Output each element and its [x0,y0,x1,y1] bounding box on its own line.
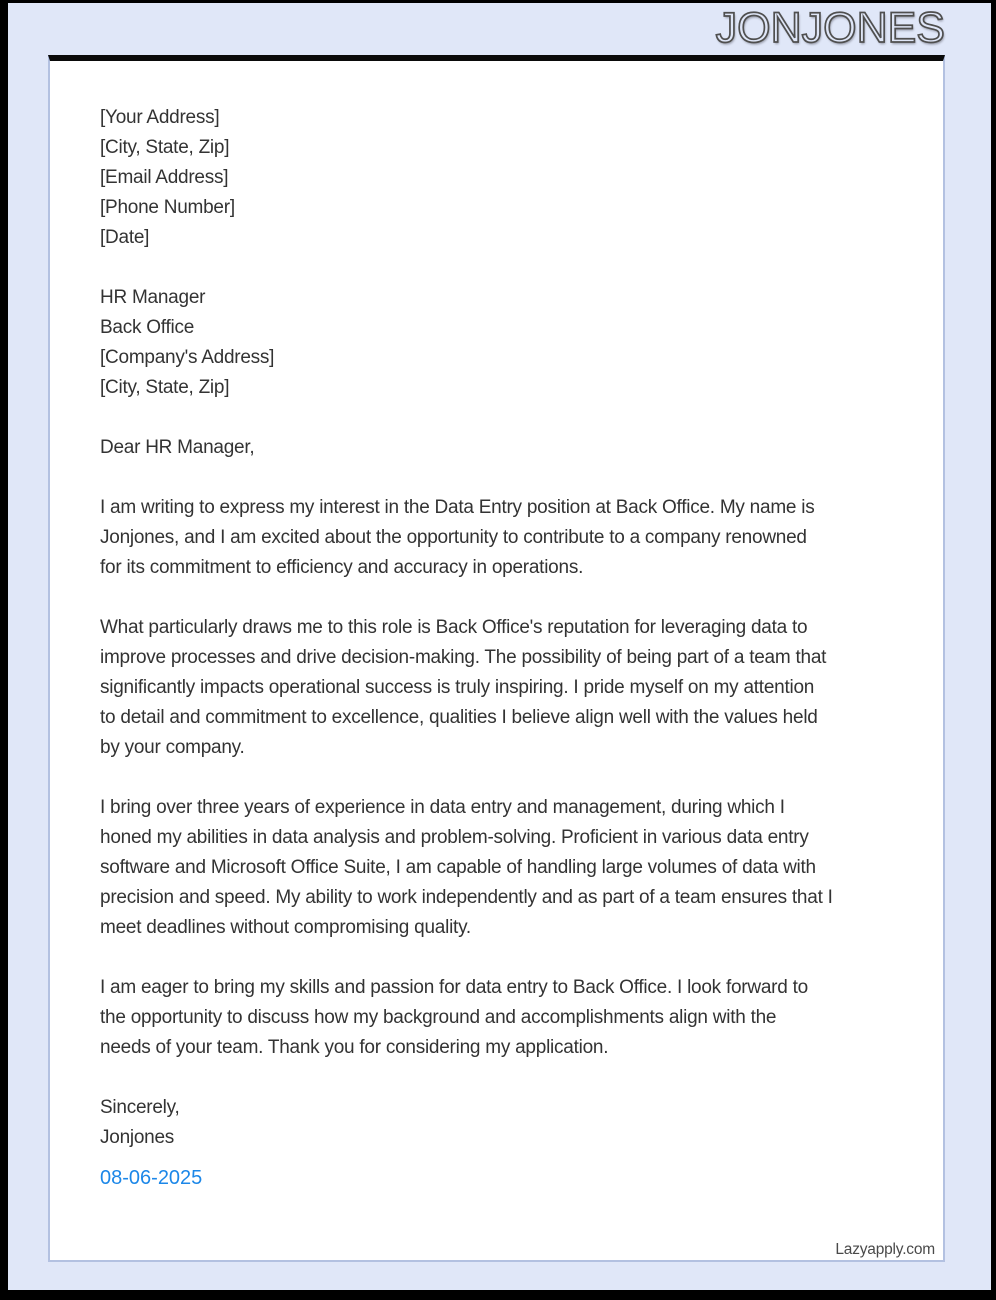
paragraph-line: Jonjones, and I am excited about the opportunity to contribute to a company renowned [100,527,807,548]
salutation-line: Dear HR Manager, [100,437,255,458]
sender-email-line: [Email Address] [100,167,229,188]
paragraph-line: software and Microsoft Office Suite, I am capable of handling large volumes of data with [100,857,816,878]
paragraph-line: for its commitment to efficiency and accuracy in operations. [100,557,584,578]
paragraph-line: significantly impacts operational success is truly inspiring. I pride myself on my attention [100,677,815,698]
paragraph-experience [100,793,903,943]
letter-page [48,55,945,1262]
recipient-name-line: HR Manager [100,287,206,308]
sender-date-line: [Date] [100,227,150,248]
recipient-block [100,283,903,403]
sender-phone-line: [Phone Number] [100,197,235,218]
paragraph-line: What particularly draws me to this role is Back Office's reputation for leveraging data to [100,617,808,638]
sender-address-line: [Your Address] [100,107,220,128]
paragraph-line: I bring over three years of experience in data entry and management, during which I [100,797,785,818]
closing-block [100,1093,903,1153]
letter-content [50,61,943,1193]
paragraph-conclusion [100,973,903,1063]
paragraph-line: I am eager to bring my skills and passion for data entry to Back Office. I look forward to [100,977,808,998]
signature-name: Jonjones [100,1127,175,1148]
paragraph-line: by your company. [100,737,245,758]
lazyapply-watermark: Lazyapply.com [835,1241,935,1258]
recipient-address-line: [Company's Address] [100,347,275,368]
paragraph-line: to detail and commitment to excellence, qualities I believe align well with the values held [100,707,818,728]
paragraph-line: precision and speed. My ability to work independently and as part of a team ensures that I [100,887,833,908]
letter-date[interactable]: 08-06-2025 [100,1167,203,1189]
paragraph-motivation [100,613,903,763]
sender-city-line: [City, State, Zip] [100,137,230,158]
paragraph-line: the opportunity to discuss how my background and accomplishments align with the [100,1007,777,1028]
paragraph-line: needs of your team. Thank you for considering my application. [100,1037,609,1058]
sender-address-block [100,103,903,253]
paragraph-line: honed my abilities in data analysis and problem-solving. Proficient in various data entry [100,827,809,848]
brand-logo-text: JONJONES [715,4,945,52]
recipient-company-line: Back Office [100,317,195,338]
closing-line: Sincerely, [100,1097,180,1118]
paragraph-intro [100,493,903,583]
paragraph-line: I am writing to express my interest in the Data Entry position at Back Office. My name is [100,497,815,518]
recipient-city-line: [City, State, Zip] [100,377,230,398]
paragraph-line: improve processes and drive decision-making. The possibility of being part of a team that [100,647,827,668]
paragraph-line: meet deadlines without compromising quality. [100,917,471,938]
salutation [100,433,903,463]
